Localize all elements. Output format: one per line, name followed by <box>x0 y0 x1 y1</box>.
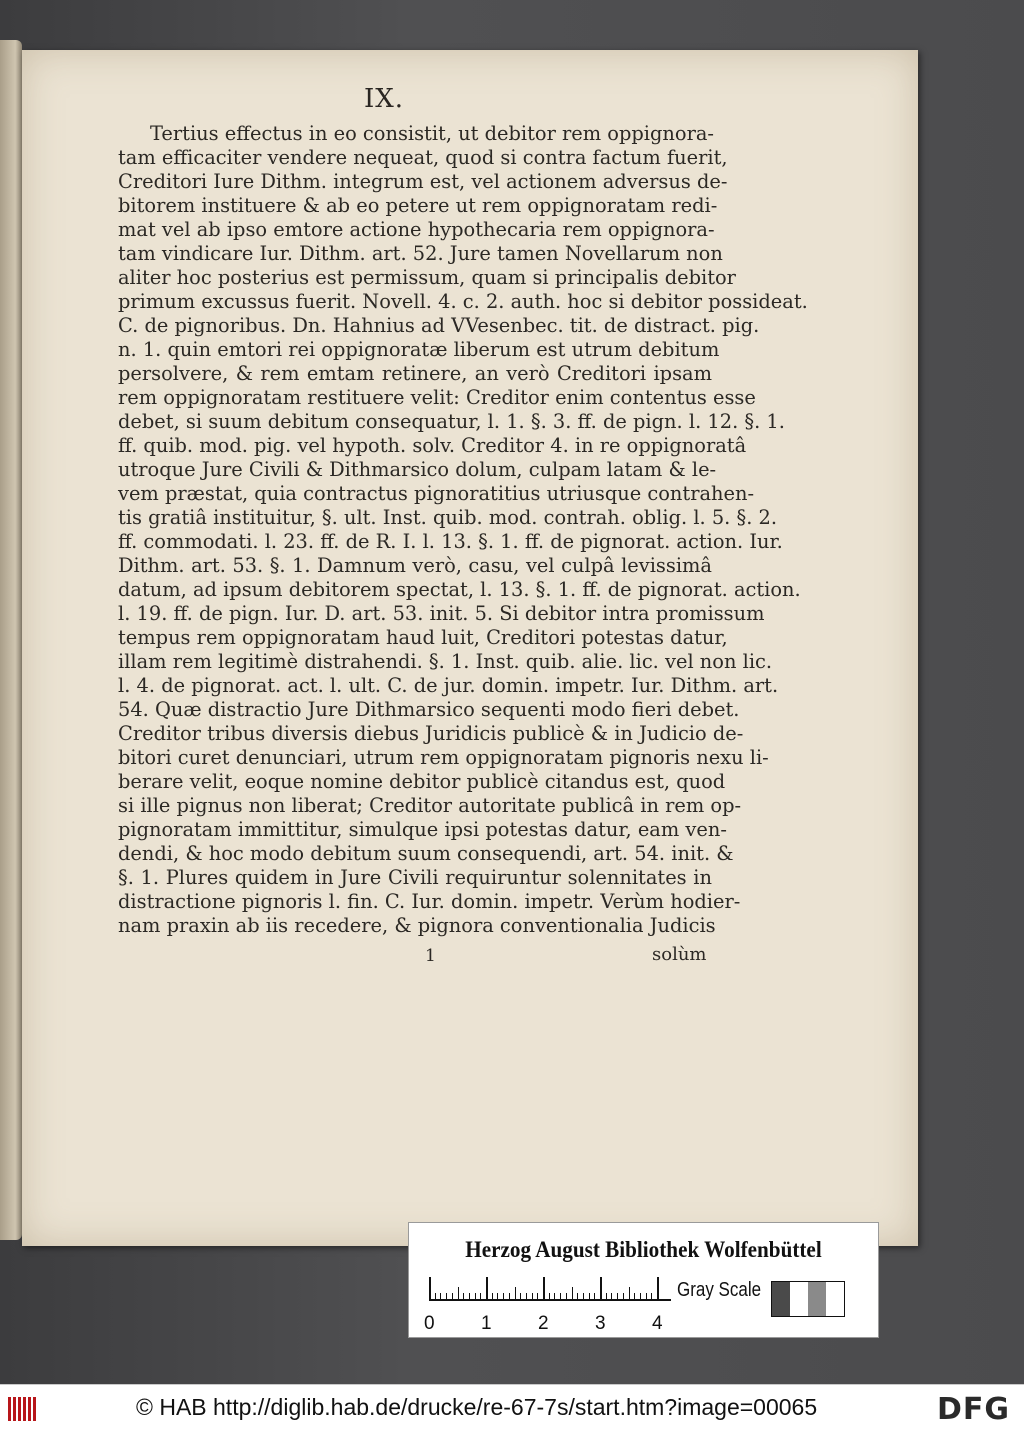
text-line: tam vindicare Iur. Dithm. art. 52. Jure tamen Novellarum non <box>118 242 723 265</box>
ruler-tick <box>617 1293 618 1299</box>
gray-swatch <box>790 1282 808 1316</box>
gray-swatch <box>772 1282 790 1316</box>
text-line: nam praxin ab iis recedere, & pignora conventionalia Judicis <box>118 914 716 937</box>
ruler-tick <box>583 1293 584 1299</box>
library-name: Herzog August Bibliothek Wolfenbüttel <box>465 1237 822 1262</box>
ruler-tick <box>440 1293 441 1299</box>
text-line: l. 4. de pignorat. act. l. ult. C. de jur. domin. impetr. Iur. Dithm. art. <box>118 674 779 697</box>
text-line: aliter hoc posterius est permissum, quam si principalis debitor <box>118 266 736 289</box>
text-line: persolvere, & rem emtam retinere, an verò Creditori ipsam <box>118 362 712 385</box>
ruler-tick <box>629 1287 630 1299</box>
ruler-tick <box>526 1293 527 1299</box>
text-line: bitorem instituere & ab eo petere ut rem oppignoratam redi- <box>118 194 718 217</box>
ruler-tick <box>657 1277 659 1299</box>
ruler-tick <box>509 1293 510 1299</box>
text-line: distractione pignoris l. fin. C. Iur. domin. impetr. Verùm hodier- <box>118 890 741 913</box>
ruler-tick <box>497 1293 498 1299</box>
ruler-tick <box>435 1293 436 1299</box>
text-line: Dithm. art. 53. §. 1. Damnum verò, casu, vel culpâ levissimâ <box>118 554 712 577</box>
text-line: Creditor tribus diversis diebus Juridicis publicè & in Judicio de- <box>118 722 744 745</box>
ruler-tick <box>503 1293 504 1299</box>
text-line: tis gratiâ instituitur, §. ult. Inst. quib. mod. contrah. oblig. l. 5. §. 2. <box>118 506 778 529</box>
ruler-tick <box>480 1293 481 1299</box>
ruler-number-1: 1 <box>481 1313 492 1334</box>
ruler-tick <box>611 1293 612 1299</box>
ruler-tick <box>463 1293 464 1299</box>
ruler-tick <box>543 1277 545 1299</box>
ruler-tick <box>634 1293 635 1299</box>
scale-ruler <box>429 1273 671 1301</box>
ruler-tick <box>458 1287 459 1299</box>
text-line: illam rem legitimè distrahendi. §. 1. Inst. quib. alie. lic. vel non lic. <box>118 650 773 673</box>
ruler-tick <box>469 1293 470 1299</box>
text-line: datum, ad ipsum debitorem spectat, l. 13. §. 1. ff. de pignorat. action. <box>118 578 801 601</box>
ruler-tick <box>429 1277 431 1299</box>
ruler-tick <box>589 1293 590 1299</box>
ruler-tick <box>572 1287 573 1299</box>
gray-scale-strip <box>771 1281 845 1317</box>
text-line: dendi, & hoc modo debitum suum consequendi, art. 54. init. & <box>118 842 734 865</box>
ruler-tick <box>594 1293 595 1299</box>
text-line: §. 1. Plures quidem in Jure Civili requiruntur solennitates in <box>118 866 712 889</box>
ruler-tick <box>452 1293 453 1299</box>
ruler-tick <box>640 1293 641 1299</box>
barcode-icon <box>8 1397 40 1421</box>
ruler-tick <box>549 1293 550 1299</box>
text-line: berare velit, eoque nomine debitor publicè citandus est, quod <box>118 770 726 793</box>
ruler-tick <box>651 1293 652 1299</box>
signature-mark: 1 <box>425 946 436 966</box>
ruler-tick <box>475 1293 476 1299</box>
text-line: primum excussus fuerit. Novell. 4. c. 2. auth. hoc si debitor possideat. <box>118 290 808 313</box>
copyright-link[interactable]: © HAB http://diglib.hab.de/drucke/re-67-7s/start.htm?image=00065 <box>136 1394 818 1420</box>
page-number: IX. <box>364 84 405 114</box>
ruler-tick <box>446 1293 447 1299</box>
color-target-card <box>408 1222 879 1338</box>
ruler-tick <box>515 1287 516 1299</box>
ruler-number-3: 3 <box>595 1313 606 1334</box>
ruler-tick <box>492 1293 493 1299</box>
text-line: tempus rem oppignoratam haud luit, Creditori potestas datur, <box>118 626 728 649</box>
ruler-tick <box>520 1293 521 1299</box>
ruler-tick <box>486 1277 488 1299</box>
ruler-tick <box>600 1277 602 1299</box>
ruler-tick <box>537 1293 538 1299</box>
text-line: vem præstat, quia contractus pignoratitius utriusque contrahen- <box>118 482 755 505</box>
ruler-tick <box>532 1293 533 1299</box>
text-line: bitori curet denunciari, utrum rem oppignoratam pignoris nexu li- <box>118 746 769 769</box>
text-line: tam efficaciter vendere nequeat, quod si contra factum fuerit, <box>118 146 728 169</box>
text-line: pignoratam immittitur, simulque ipsi potestas datur, eam ven- <box>118 818 727 841</box>
gray-swatch <box>808 1282 826 1316</box>
text-line: 54. Quæ distractio Jure Dithmarsico sequenti modo fieri debet. <box>118 698 740 721</box>
gray-scale-label: Gray Scale <box>677 1279 762 1301</box>
text-line: mat vel ab ipso emtore actione hypothecaria rem oppignora- <box>118 218 715 241</box>
ruler-number-2: 2 <box>538 1313 549 1334</box>
text-line: debet, si suum debitum consequatur, l. 1. §. 3. ff. de pign. l. 12. §. 1. <box>118 410 785 433</box>
ruler-tick <box>566 1293 567 1299</box>
ruler-tick <box>577 1293 578 1299</box>
footer-bar <box>0 1384 1024 1433</box>
ruler-number-4: 4 <box>652 1313 663 1334</box>
ruler-tick <box>554 1293 555 1299</box>
ruler-tick <box>606 1293 607 1299</box>
text-line: Tertius effectus in eo consistit, ut debitor rem oppignora- <box>150 122 714 145</box>
text-line: utroque Jure Civili & Dithmarsico dolum, culpam latam & le- <box>118 458 717 481</box>
text-line: rem oppignoratam restituere velit: Creditor enim contentus esse <box>118 386 756 409</box>
text-line: ff. quib. mod. pig. vel hypoth. solv. Creditor 4. in re oppignoratâ <box>118 434 747 457</box>
dfg-logo: DFG <box>936 1392 1010 1427</box>
ruler-number-0: 0 <box>424 1313 435 1334</box>
ruler-tick <box>560 1293 561 1299</box>
previous-page-edge <box>0 40 22 1240</box>
text-line: C. de pignoribus. Dn. Hahnius ad VVesenbec. tit. de distract. pig. <box>118 314 760 337</box>
text-line: Creditori Iure Dithm. integrum est, vel actionem adversus de- <box>118 170 728 193</box>
text-line: ff. commodati. l. 23. ff. de R. I. l. 13. §. 1. ff. de pignorat. action. Iur. <box>118 530 783 553</box>
gray-swatch <box>826 1282 844 1316</box>
ruler-tick <box>623 1293 624 1299</box>
catchword: solùm <box>652 944 707 965</box>
text-line: l. 19. ff. de pign. Iur. D. art. 53. init. 5. Si debitor intra promissum <box>118 602 765 625</box>
text-line: si ille pignus non liberat; Creditor autoritate publicâ in rem op- <box>118 794 742 817</box>
text-line: n. 1. quin emtori rei oppignoratæ liberum est utrum debitum <box>118 338 720 361</box>
ruler-tick <box>646 1293 647 1299</box>
